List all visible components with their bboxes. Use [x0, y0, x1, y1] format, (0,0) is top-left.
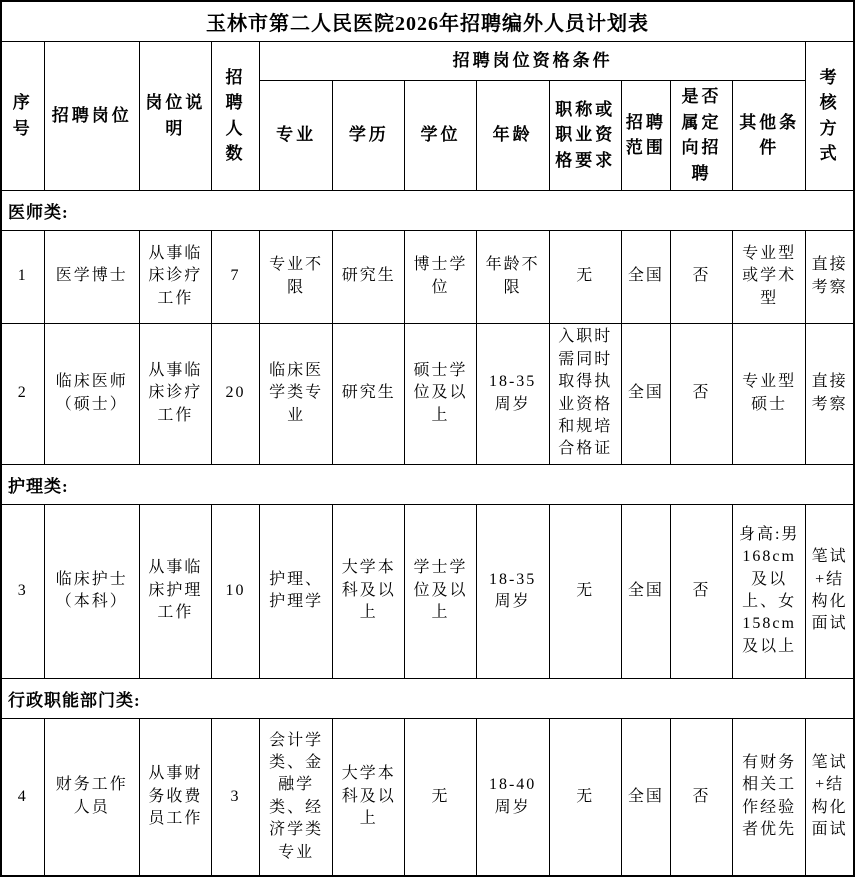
cell: 无	[549, 230, 621, 323]
cell: 直接考察	[806, 230, 854, 323]
cell: 临床医学类专业	[260, 323, 333, 464]
col-header-nianling: 年龄	[476, 80, 549, 190]
col-header-zhaopin-fanwei: 招聘范围	[621, 80, 670, 190]
col-header-zhuanye: 专业	[260, 80, 333, 190]
header-row-top	[1, 41, 854, 80]
section-row	[1, 464, 854, 504]
cell: 笔试+结构化面试	[806, 718, 854, 876]
cell: 否	[670, 504, 732, 678]
cell: 1	[1, 230, 44, 323]
table-row	[1, 230, 854, 323]
col-header-zhicheng-yaoqiu: 职称或职业资格要求	[549, 80, 621, 190]
section-label: 医师类:	[1, 190, 854, 230]
cell: 从事临床护理工作	[139, 504, 211, 678]
cell: 否	[670, 718, 732, 876]
cell: 年龄不限	[476, 230, 549, 323]
table-row	[1, 504, 854, 678]
col-header-xueli: 学历	[333, 80, 405, 190]
cell: 全国	[621, 504, 670, 678]
cell: 全国	[621, 323, 670, 464]
cell: 会计学类、金融学类、经济学类专业	[260, 718, 333, 876]
cell: 18-40周岁	[476, 718, 549, 876]
cell: 大学本科及以上	[333, 718, 405, 876]
cell: 研究生	[333, 230, 405, 323]
cell: 临床护士（本科）	[44, 504, 139, 678]
cell: 大学本科及以上	[333, 504, 405, 678]
cell: 护理、护理学	[260, 504, 333, 678]
cell: 专业型或学术型	[733, 230, 806, 323]
col-header-xuhao: 序号	[1, 41, 44, 190]
cell: 否	[670, 230, 732, 323]
col-header-qita-tiaojian: 其他条件	[733, 80, 806, 190]
cell: 无	[549, 718, 621, 876]
cell: 20	[211, 323, 259, 464]
cell: 直接考察	[806, 323, 854, 464]
title-row	[1, 1, 854, 41]
section-label: 护理类:	[1, 464, 854, 504]
cell: 入职时需同时取得执业资格和规培合格证	[549, 323, 621, 464]
cell: 无	[549, 504, 621, 678]
group-header-zige-tiaojian: 招聘岗位资格条件	[260, 41, 806, 80]
cell: 2	[1, 323, 44, 464]
cell: 研究生	[333, 323, 405, 464]
cell: 从事临床诊疗工作	[139, 230, 211, 323]
col-header-zhaopin-gangwei: 招聘岗位	[44, 41, 139, 190]
section-row	[1, 190, 854, 230]
col-header-xuewei: 学位	[405, 80, 476, 190]
cell: 10	[211, 504, 259, 678]
table-body	[1, 190, 854, 876]
page-title: 玉林市第二人民医院2026年招聘编外人员计划表	[1, 1, 854, 41]
cell: 18-35周岁	[476, 323, 549, 464]
table-row	[1, 323, 854, 464]
section-row	[1, 678, 854, 718]
cell: 4	[1, 718, 44, 876]
cell: 否	[670, 323, 732, 464]
cell: 硕士学位及以上	[405, 323, 476, 464]
section-label: 行政职能部门类:	[1, 678, 854, 718]
cell: 专业不限	[260, 230, 333, 323]
cell: 学士学位及以上	[405, 504, 476, 678]
cell: 笔试+结构化面试	[806, 504, 854, 678]
cell: 全国	[621, 718, 670, 876]
col-header-kaohe-fangshi: 考核方式	[806, 41, 854, 190]
table-row	[1, 718, 854, 876]
cell: 从事临床诊疗工作	[139, 323, 211, 464]
cell: 18-35周岁	[476, 504, 549, 678]
cell: 专业型硕士	[733, 323, 806, 464]
cell: 从事财务收费员工作	[139, 718, 211, 876]
cell: 财务工作人员	[44, 718, 139, 876]
col-header-gangwei-shuoming: 岗位说明	[139, 41, 211, 190]
cell: 临床医师（硕士）	[44, 323, 139, 464]
cell: 全国	[621, 230, 670, 323]
cell: 无	[405, 718, 476, 876]
col-header-dingxiang-zhaopin: 是否属定向招聘	[670, 80, 732, 190]
cell: 3	[1, 504, 44, 678]
cell: 3	[211, 718, 259, 876]
col-header-zhaopin-renshu: 招聘人数	[211, 41, 259, 190]
cell: 身高:男168cm及以上、女158cm及以上	[733, 504, 806, 678]
cell: 医学博士	[44, 230, 139, 323]
cell: 7	[211, 230, 259, 323]
cell: 博士学位	[405, 230, 476, 323]
cell: 有财务相关工作经验者优先	[733, 718, 806, 876]
